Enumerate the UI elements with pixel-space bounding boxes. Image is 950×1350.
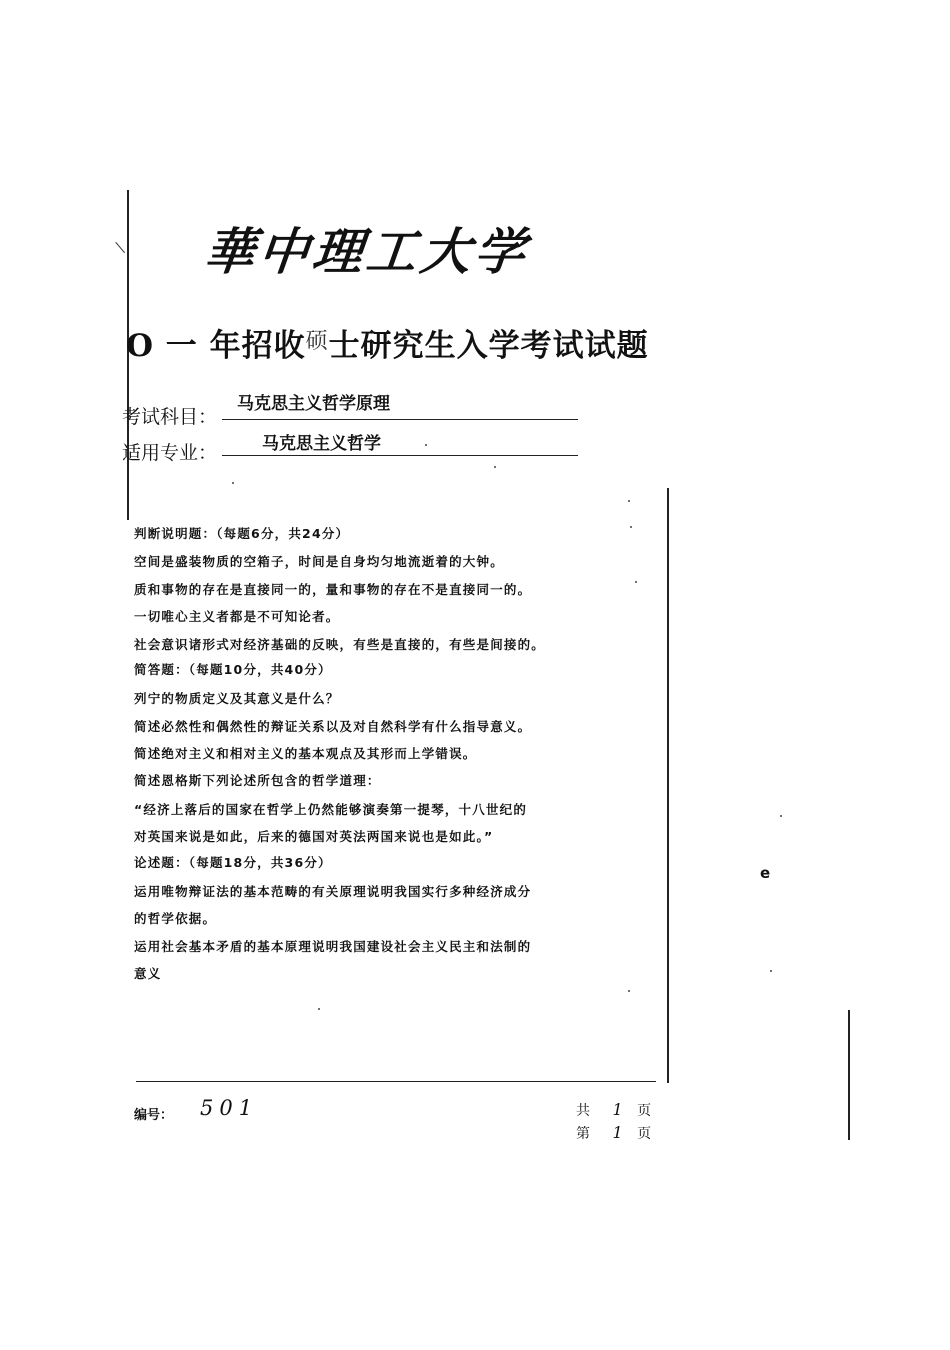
far-right-mark <box>848 1010 850 1140</box>
stray-mark: e <box>760 864 771 882</box>
question-line: “经济上落后的国家在哲学上仍然能够演奏第一提琴，十八世纪的 <box>134 802 528 817</box>
question-line: 意义 <box>134 966 162 981</box>
bottom-rule <box>136 1081 656 1082</box>
page-number <box>576 1123 651 1143</box>
scan-tick-mark <box>115 233 135 253</box>
scan-dot <box>630 526 632 528</box>
exam-title-prefix: O 一 年招收 <box>126 328 306 364</box>
question-line: 简述必然性和偶然性的辩证关系以及对自然科学有什么指导意义。 <box>134 719 532 734</box>
total-label: 共 <box>576 1103 590 1119</box>
major-label: 适用专业： <box>122 442 218 464</box>
right-border-line <box>667 488 669 1083</box>
subject-value: 马克思主义哲学原理 <box>237 394 390 414</box>
question-line: 一切唯心主义者都是不可知论者。 <box>134 609 340 624</box>
scan-dot <box>628 990 630 992</box>
scan-dot <box>770 970 772 972</box>
scan-dot <box>780 815 782 817</box>
major-value: 马克思主义哲学 <box>262 434 381 454</box>
question-line: 论述题：（每题18分，共36分） <box>134 855 332 870</box>
question-line: 社会意识诸形式对经济基础的反映，有些是直接的，有些是间接的。 <box>134 637 546 652</box>
question-line: 简述恩格斯下列论述所包含的哲学道理： <box>134 773 381 788</box>
scan-dot <box>628 500 630 502</box>
exam-title-handwritten: 硕 <box>305 329 329 354</box>
question-line: 运用社会基本矛盾的基本原理说明我国建设社会主义民主和法制的 <box>134 939 532 954</box>
question-line: 简答题：（每题10分，共40分） <box>134 662 332 677</box>
question-line: 空间是盛装物质的空箱子，时间是自身均匀地流逝着的大钟。 <box>134 554 504 569</box>
code-label: 编号： <box>134 1108 174 1123</box>
question-line: 运用唯物辩证法的基本范畴的有关原理说明我国实行多种经济成分 <box>134 884 532 899</box>
page-value: 1 <box>612 1123 623 1142</box>
question-line: 简述绝对主义和相对主义的基本观点及其形而上学错误。 <box>134 746 477 761</box>
total-pages <box>576 1100 651 1120</box>
scan-dot <box>318 1008 320 1010</box>
scan-dot <box>425 444 427 446</box>
university-name: 華中理工大学 <box>201 222 532 281</box>
subject-underline <box>222 419 578 420</box>
exam-title-suffix: 士研究生入学考试试题 <box>328 328 649 364</box>
question-line: 判断说明题：（每题6分，共24分） <box>134 526 350 541</box>
exam-title <box>126 320 649 365</box>
scan-dot <box>635 581 637 583</box>
total-value: 1 <box>612 1100 623 1119</box>
question-line: 列宁的物质定义及其意义是什么？ <box>134 691 340 706</box>
page-label: 第 <box>576 1126 590 1142</box>
subject-label: 考试科目： <box>122 406 218 428</box>
code-value: 501 <box>200 1096 259 1120</box>
page-unit: 页 <box>637 1126 652 1142</box>
scan-dot <box>232 482 234 484</box>
question-line: 的哲学依据。 <box>134 911 217 926</box>
scan-dot <box>494 466 496 468</box>
question-line: 对英国来说是如此，后来的德国对英法两国来说也是如此。” <box>134 829 494 844</box>
question-line: 质和事物的存在是直接同一的，量和事物的存在不是直接同一的。 <box>134 582 532 597</box>
total-unit: 页 <box>637 1103 652 1119</box>
major-underline <box>222 455 578 456</box>
